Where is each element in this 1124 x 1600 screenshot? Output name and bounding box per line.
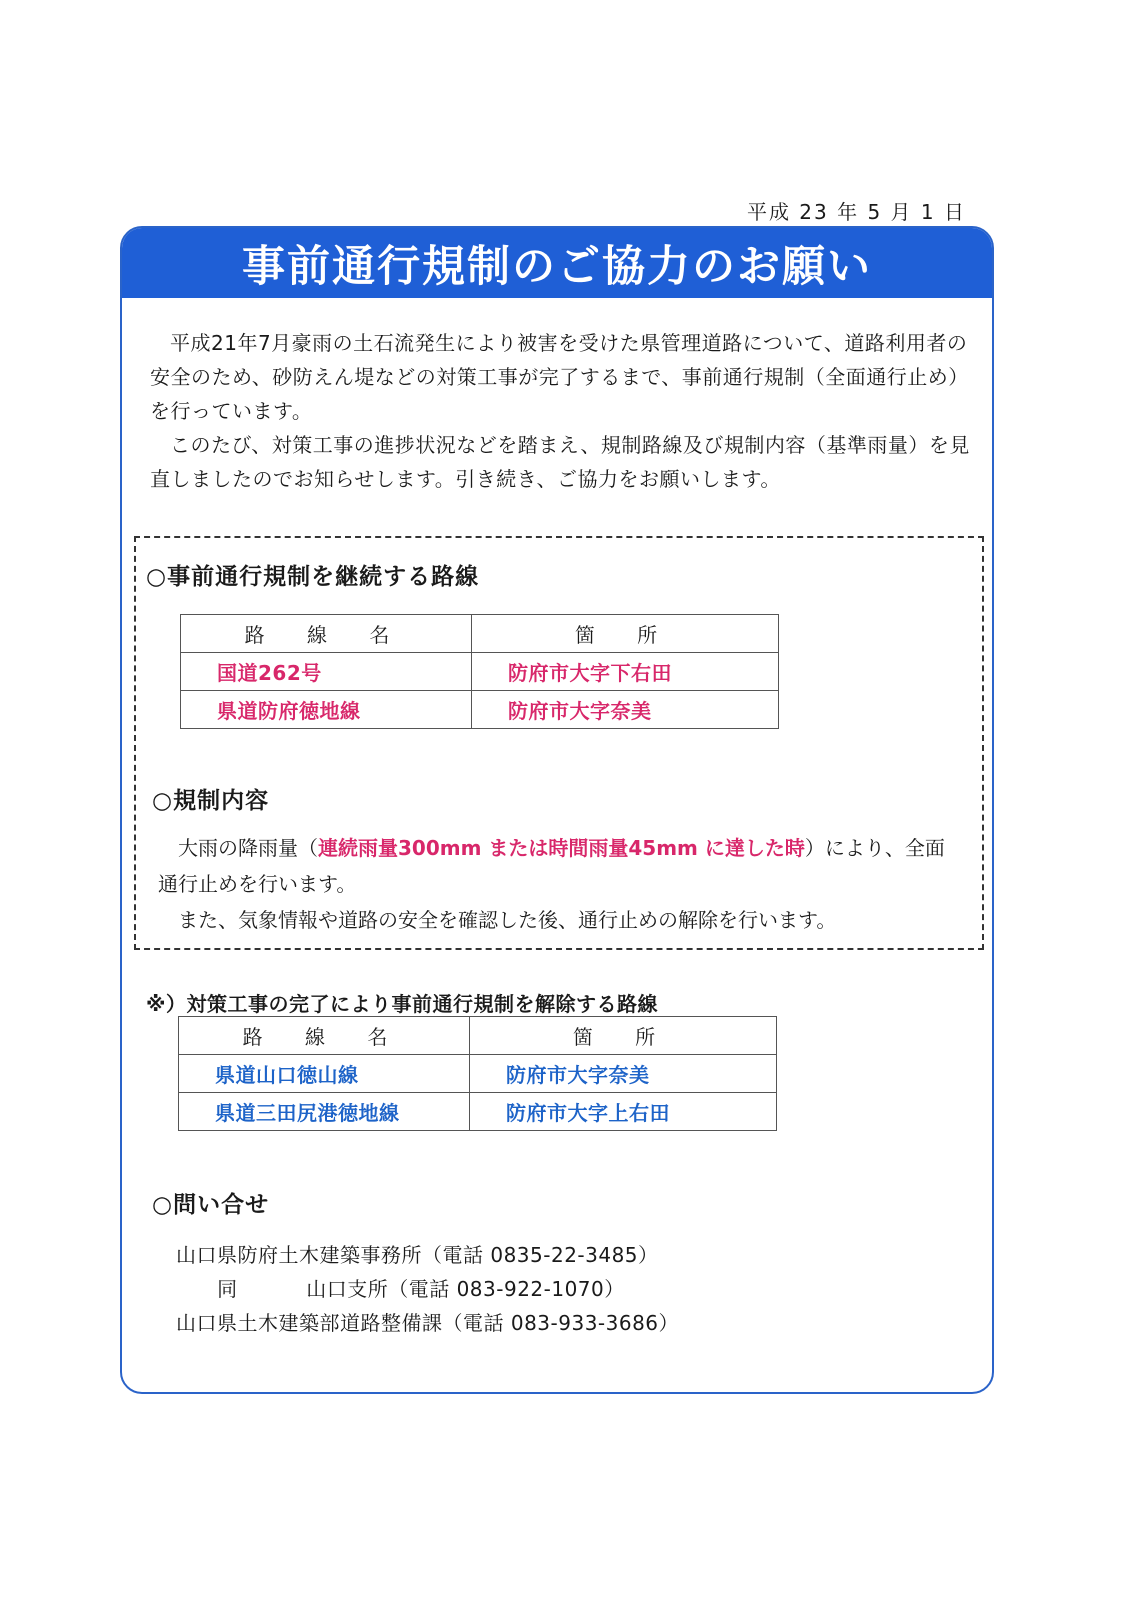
contact-line: 山口県防府土木建築事務所（電話 0835-22-3485） [176,1243,659,1267]
location-header: 箇 所 [470,1017,777,1055]
contact-line: 同 山口支所（電話 083-922-1070） [176,1277,625,1301]
issue-date: 平成 23 年 5 月 1 日 [746,200,966,224]
table-row [179,1055,777,1093]
table-row [179,1093,777,1131]
location-cell: 防府市大字奈美 [472,691,779,729]
regulation-content-text [158,830,958,938]
table-row [181,653,779,691]
route-name-cell: 県道三田尻港徳地線 [179,1093,470,1131]
intro-paragraph-1: 平成21年7月豪雨の土石流発生により被害を受けた県管理道路について、道路利用者の安全のため、砂防えん堤などの対策工事が完了するまで、事前通行規制（全面通行止め）を行っています。 [150,331,969,423]
contact-line: 山口県土木建築部道路整備課（電話 083-933-3686） [176,1311,680,1335]
intro-paragraph-2: このたび、対策工事の進捗状況などを踏まえ、規制路線及び規制内容（基準雨量）を見直しましたのでお知らせします。引き続き、ご協力をお願いします。 [150,433,970,491]
notice-panel [120,226,994,1394]
route-name-cell: 県道山口徳山線 [179,1055,470,1093]
continuing-routes-heading: ○事前通行規制を継続する路線 [146,564,480,590]
route-name-header: 路 線 名 [179,1017,470,1055]
regulation-line-1 [158,830,958,902]
table-header-row [179,1017,777,1055]
page-title: 事前通行規制のご協力のお願い [242,241,872,292]
location-cell: 防府市大字下右田 [472,653,779,691]
location-cell: 防府市大字奈美 [470,1055,777,1093]
intro-text [150,326,970,496]
rainfall-threshold: 連続雨量300mm または時間雨量45mm に達した時 [318,836,805,860]
table-row [181,691,779,729]
lifted-routes-table [178,1016,777,1131]
route-name-header: 路 線 名 [181,615,472,653]
continuing-routes-table [180,614,779,729]
table-header-row [181,615,779,653]
route-name-cell: 国道262号 [181,653,472,691]
regulation-post: ）により、全面通行止めを行います。 [158,836,945,896]
regulation-pre: 大雨の降雨量（ [178,836,318,860]
location-header: 箇 所 [472,615,779,653]
contact-list [176,1238,679,1340]
panel-header [122,228,992,298]
regulation-content-heading: ○規制内容 [152,788,270,814]
regulation-line-2: また、気象情報や道路の安全を確認した後、通行止めの解除を行います。 [178,908,837,932]
lifted-routes-note: ※）対策工事の完了により事前通行規制を解除する路線 [146,992,658,1016]
contact-heading: ○問い合せ [152,1192,270,1218]
location-cell: 防府市大字上右田 [470,1093,777,1131]
route-name-cell: 県道防府徳地線 [181,691,472,729]
continuing-regulation-box [134,536,984,950]
